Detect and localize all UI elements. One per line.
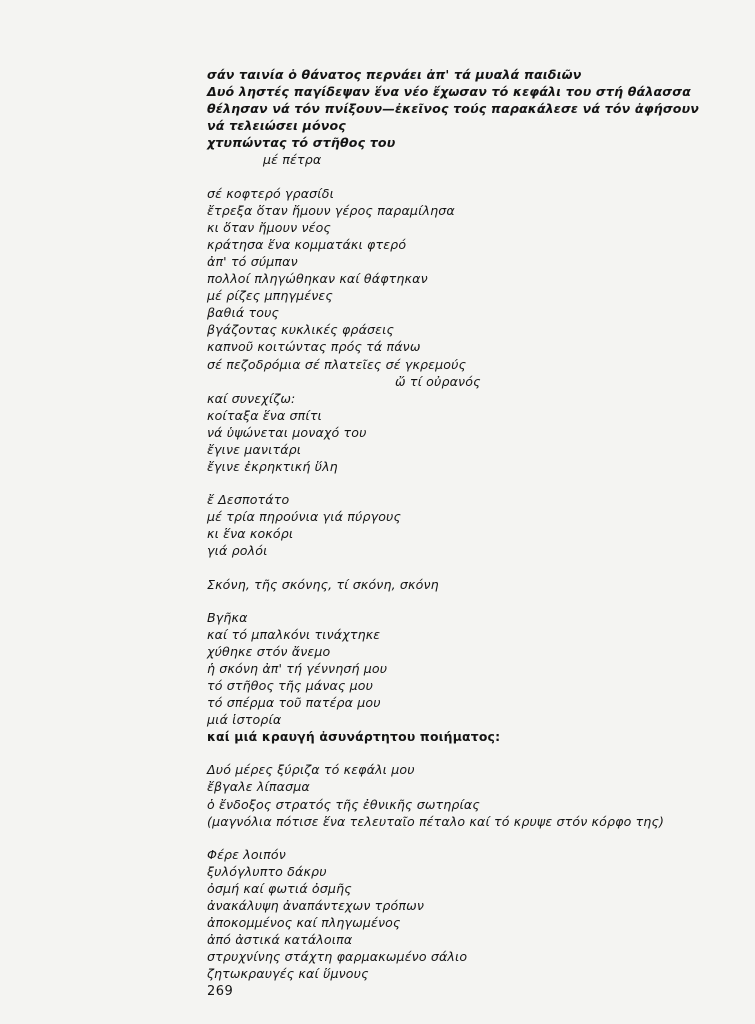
- poem-line: σέ κοφτερό γρασίδι: [207, 185, 334, 201]
- poem-line: μέ τρία πηρούνια γιά πύργους: [207, 509, 402, 525]
- poem-line: κι ὅταν ἤμουν νέος: [207, 219, 331, 235]
- poem-line: ὤ τί οὐρανός: [395, 373, 481, 389]
- stanza-break: [207, 830, 747, 846]
- stanza-break: [207, 745, 747, 761]
- poem-line: θέλησαν νά τόν πνίξουν—ἐκεῖνος τούς παρακάλεσε νά τόν ἀφήσουν: [207, 101, 699, 117]
- poem-line: μέ πέτρα: [263, 152, 322, 168]
- poem-line: ὀσμή καί φωτιά ὀσμῆς: [207, 880, 352, 896]
- poem-line: τό στῆθος τῆς μάνας μου: [207, 678, 374, 693]
- stanza-break: [207, 475, 747, 491]
- stanza-break: [207, 560, 747, 576]
- poem-line: σάν ταινία ὁ θάνατος περνάει ἀπ' τά μυαλά παιδιῶν: [207, 67, 582, 82]
- poem-line: νά τελειώσει μόνος: [207, 118, 346, 134]
- poem-line: στρυχνίνης στάχτη φαρμακωμένο σάλιο: [207, 949, 468, 965]
- stanza-break: [207, 169, 747, 185]
- poem-line: καί συνεχίζω:: [207, 390, 296, 406]
- stanza-break: [207, 593, 747, 609]
- poem-line: ἀπ' τό σύμπαν: [207, 253, 298, 269]
- poem-line: καί τό μπαλκόνι τινάχτηκε: [207, 626, 381, 642]
- poem-line: κοίταξα ἕνα σπίτι: [207, 407, 322, 423]
- poem-line: ἔγινε ἐκρηκτική ὕλη: [207, 459, 338, 475]
- poem-line: ἔβγαλε λίπασμα: [207, 779, 310, 795]
- poem-line: Βγῆκα: [207, 609, 248, 625]
- poem-line: μέ ρίζες μπηγμένες: [207, 288, 333, 304]
- poem-line: καπνοῦ κοιτώντας πρός τά πάνω: [207, 339, 421, 355]
- poem-line: Σκόνη, τῆς σκόνης, τί σκόνη, σκόνη: [207, 576, 439, 592]
- poem-line: τό σπέρμα τοῦ πατέρα μου: [207, 695, 381, 711]
- poem-line: ζητωκραυγές καί ὕμνους: [207, 966, 369, 982]
- poem-line: Δυό ληστές παγίδεψαν ἕνα νέο ἔχωσαν τό κεφάλι του στή θάλασσα: [207, 84, 691, 100]
- poem-line: πολλοί πληγώθηκαν καί θάφτηκαν: [207, 271, 428, 287]
- poem-line: ἀποκομμένος καί πληγωμένος: [207, 915, 401, 931]
- poem-line-bold: καί μιά κραυγή ἀσυνάρτητου ποιήματος:: [207, 729, 501, 745]
- poem-line: ἔτρεξα ὅταν ἤμουν γέρος παραμίλησα: [207, 202, 455, 218]
- poem-text: [207, 66, 747, 983]
- poem-line: ἔγινε μανιτάρι: [207, 441, 302, 457]
- poem-line: ὁ ἔνδοξος στρατός τῆς ἐθνικῆς σωτηρίας: [207, 796, 480, 812]
- poem-line: βαθιά τους: [207, 305, 280, 321]
- poem-line: νά ὑψώνεται μοναχό του: [207, 424, 367, 440]
- poem-line: σέ πεζοδρόμια σέ πλατεῖες σέ γκρεμούς: [207, 356, 467, 372]
- poem-line: Δυό μέρες ξύριζα τό κεφάλι μου: [207, 762, 415, 778]
- poem-line: ἀνακάλυψη ἀναπάντεχων τρόπων: [207, 898, 425, 914]
- poem-line: ξυλόγλυπτο δάκρυ: [207, 863, 327, 879]
- poem-line: χύθηκε στόν ἄνεμο: [207, 643, 331, 659]
- poem-line: γιά ρολόι: [207, 543, 268, 559]
- poem-line: ἡ σκόνη ἀπ' τή γέννησή μου: [207, 660, 388, 676]
- poem-line: ἀπό ἀστικά κατάλοιπα: [207, 932, 353, 948]
- poem-line: Φέρε λοιπόν: [207, 846, 286, 862]
- poem-line: (μαγνόλια πότισε ἕνα τελευταῖο πέταλο καί τό κρυψε στόν κόρφο της): [207, 813, 665, 829]
- poem-line: μιά ἱστορία: [207, 712, 282, 728]
- poem-line: βγάζοντας κυκλικές φράσεις: [207, 322, 395, 338]
- poem-line: κράτησα ἕνα κομματάκι φτερό: [207, 236, 407, 252]
- poem-line: χτυπώντας τό στῆθος του: [207, 135, 396, 151]
- poem-line: κι ἕνα κοκόρι: [207, 526, 294, 542]
- page-number: 269: [207, 984, 234, 999]
- poem-line: ἔ Δεσποτάτο: [207, 492, 290, 508]
